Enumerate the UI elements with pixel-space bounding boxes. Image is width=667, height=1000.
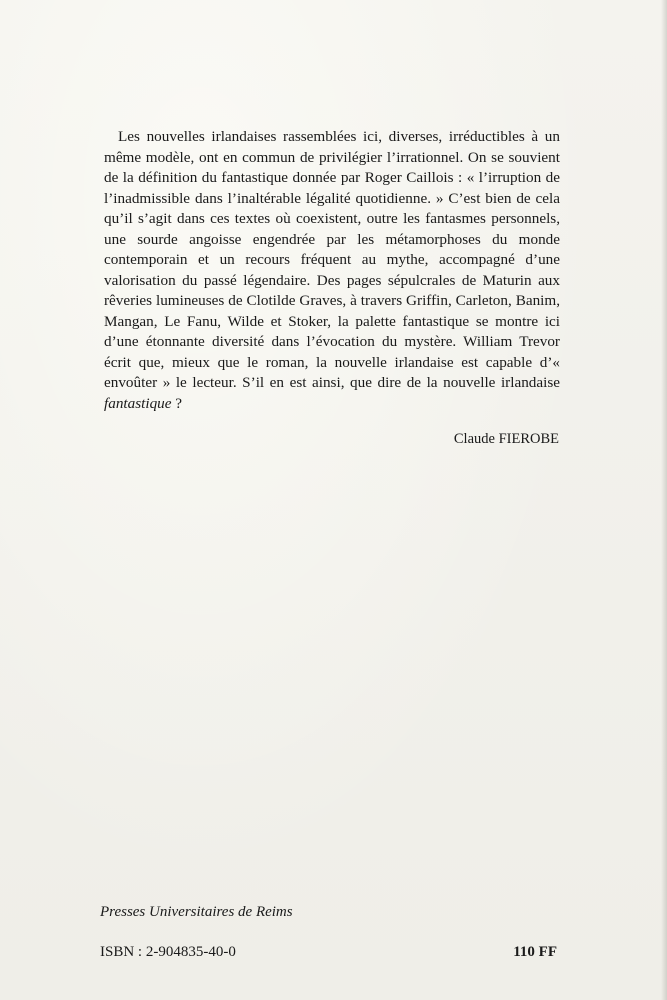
blurb-text-main: Les nouvelles irlandaises rassemblées ici, diverses, irréductibles à un même modèle, ont en commun de privilégier l’irrationnel. On se souvient de la définition du fantastique donnée par Roger Caillois : « l’irruption de l’inadmissible dans l’inaltérable légalité quotidienne. » C’est bien de cela qu’il s’agit dans ces textes où coexistent, outre les fantasmes personnels, une sourde angoisse engendrée par les métamorphoses du monde contemporain et un recours fréquent au mythe, accompagné d’une valorisation du passé légendaire. Des pages sépulcrales de Maturin aux rêveries lumineuses de Clotilde Graves, à travers Griffin, Carleton, Banim, Mangan, Le Fanu, Wilde et Stoker, la palette fantastique se montre ici d’une étonnante diversité dans l’évocation du mystère. William Trevor écrit que, mieux que le roman, la nouvelle irlandaise est capable d’« envoûter » le lecteur. S’il en est ainsi, que dire de la nouvelle irlandaise	[104, 128, 560, 391]
blurb-paragraph	[104, 127, 560, 414]
cover-edge-shadow	[661, 0, 667, 1000]
author-signature: Claude FIEROBE	[453, 431, 559, 447]
blurb-italic-word: fantastique	[104, 394, 172, 412]
blurb-text-end: ?	[171, 394, 183, 412]
publisher-name: Presses Universitaires de Reims	[100, 904, 293, 920]
price-label: 110 FF	[513, 944, 557, 960]
isbn-number: ISBN : 2-904835-40-0	[100, 944, 236, 960]
